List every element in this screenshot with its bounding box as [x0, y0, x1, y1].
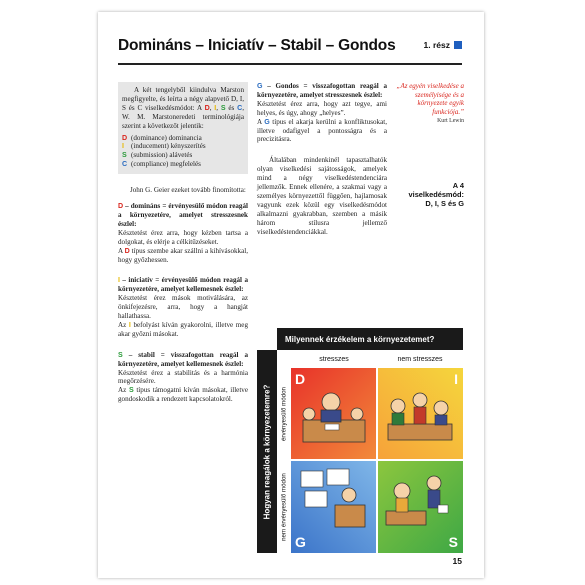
disc-grid	[257, 328, 463, 553]
title-rule	[118, 63, 462, 65]
side-label-line: D, I, S és G	[425, 199, 464, 209]
side-label-line: A 4	[452, 181, 464, 191]
intro-letter-i: I	[214, 103, 217, 112]
section-heading-text: – domináns = érvényesülő módon reagál a környezetére, amelyet stresszesnek észlel:	[118, 202, 248, 228]
section-body	[118, 386, 248, 404]
section-heading	[257, 82, 387, 100]
intro-item	[122, 134, 244, 143]
intro-item	[122, 160, 244, 169]
section-body: Késztetést érez arra, hogy kézben tartsa a dolgokat, és elérje a célkitűzéseket.	[118, 228, 248, 246]
cell-letter: D	[295, 371, 306, 387]
cell-letter: S	[448, 534, 458, 550]
section-letter: S	[128, 386, 134, 395]
intro-suffix: W. M. Marstoneredeti terminológiája szerint a következőt jelentik:	[122, 112, 244, 130]
intro-letter-c: C	[237, 103, 243, 112]
row-header-assertive	[277, 368, 291, 460]
quote-author: Kurt Lewin	[437, 118, 464, 125]
item-text: (inducement) kényszerítés	[131, 142, 206, 151]
section-letter: G	[264, 117, 270, 126]
section-heading-text: – stabil = visszafogottan reagál a környezetére, amelyet kellemesnek észlel:	[118, 350, 249, 368]
body-prefix: A	[257, 117, 262, 126]
body-suffix: típus szembe akar szállni a kihívásokkal, hogy győzhessen.	[118, 246, 248, 264]
section-heading	[118, 202, 248, 229]
item-letter: D	[122, 133, 128, 142]
side-label-line: viselkedésmód:	[408, 190, 464, 200]
cell-letter: G	[295, 534, 306, 550]
section-letter: D	[118, 202, 124, 211]
document-page	[98, 12, 484, 578]
row-header-non-assertive	[277, 460, 291, 553]
body-prefix: Az	[118, 320, 127, 329]
section-body: Késztetést érez mások motiválására, az önkifejezésre, arra, hogy a hangját hallathassa.	[118, 294, 248, 321]
group-discussion-illustration-icon	[378, 368, 463, 459]
cell-letter: I	[454, 371, 458, 387]
section-body	[257, 118, 387, 145]
blue-square-icon	[454, 41, 462, 49]
intro-item	[122, 142, 244, 151]
part-label	[424, 40, 462, 50]
col-header-stressful: stresszes	[319, 355, 349, 363]
grid-top-title: Milyennek érzékelem a környezetemet?	[277, 328, 463, 350]
section-letter: I	[118, 276, 120, 285]
section-heading-text: – iniciatív = érvényesülő módon reagál a környezetére, amelyet kellemesnek észlel:	[118, 276, 248, 294]
item-text: (submission) alávetés	[131, 151, 193, 160]
grid-left-title	[257, 350, 277, 553]
section-letter: S	[118, 350, 123, 359]
closing-paragraph: Általában mindenkinél tapasztalhatók olyan viselkedési sajátosságok, amelyek mind a négy viselkedéstendenciára jellemzők. Ennek ellenére, a szakmai vagy a személyes környezettől függően, hajlamosak vagyunk ezek közül egy viselkedésmódot alkalmazni gyakrabban, szemben a másik három stílusra jellemző viselkedéstendenciákkal.	[257, 156, 387, 236]
section-d	[118, 202, 248, 264]
section-body	[118, 321, 248, 339]
grid-left-title-text: Hogyan reagálok a környezetemre?	[262, 384, 272, 519]
grid-cell-i	[378, 368, 463, 459]
intro-prefix: A	[197, 103, 202, 112]
section-heading	[118, 276, 248, 294]
section-i	[118, 276, 248, 338]
section-body: Késztetést érez a stabilitás és a harmónia megőrzésére.	[118, 368, 248, 386]
body-prefix: A	[118, 246, 123, 255]
section-letter: D	[124, 246, 130, 255]
body-suffix: befolyást kíván gyakorolni, illetve meg akar győzni másokat.	[118, 320, 248, 338]
item-letter: I	[122, 142, 124, 151]
section-body	[118, 247, 248, 265]
item-text: (dominance) dominancia	[131, 133, 202, 142]
section-body: Késztetést érez arra, hogy azt tegye, ami helyes, és úgy, ahogy „helyes”.	[257, 99, 387, 117]
grid-cell-s	[378, 461, 463, 553]
part-text: 1. rész	[423, 40, 450, 50]
row-header-text: nem érvényesülő módon	[280, 472, 288, 541]
intro-paragraph: A két tengelyből kiindulva Marston megfigyelte, és leírta a négy alapvető D, I, S és C viselkedésmódot: A D, I, S és C, W. M. Marstoneredeti terminológiája szerint a következőt jelentik:	[122, 86, 245, 130]
page-number: 15	[452, 556, 462, 566]
intro-letter-d: D	[204, 103, 210, 112]
intro-box	[118, 82, 248, 174]
geier-intro: John G. Geier ezeket tovább finomította:	[130, 186, 246, 195]
grid-cell-g	[291, 461, 376, 553]
section-heading-text: – Gondos = visszafogottan reagál a környezetére, amelyet stresszesnek észlel:	[257, 82, 388, 99]
side-label	[394, 181, 464, 208]
column-right	[394, 82, 464, 208]
section-heading	[118, 351, 248, 369]
item-text: (compliance) megfelelés	[131, 160, 201, 169]
quote-text: „Az egyén viselkedése a személyisége és a környezete egyik funkciója.”	[396, 82, 464, 116]
grid-cell-d	[291, 368, 376, 459]
item-letter: S	[122, 151, 127, 160]
page-title: Domináns – Iniciatív – Stabil – Gondos	[118, 37, 396, 54]
col-header-non-stressful: nem stresszes	[397, 355, 443, 363]
section-letter: I	[128, 320, 131, 329]
intro-letter-s: S	[220, 103, 226, 112]
column-middle	[257, 82, 387, 237]
section-g	[257, 82, 387, 144]
intro-text: A két tengelyből kiindulva Marston megfigyelte, és leírta a négy alapvető D, I, S és C viselkedésmódot:	[122, 86, 244, 112]
row-header-text: érvényesülő módon	[280, 386, 288, 442]
section-s	[118, 351, 248, 404]
item-letter: C	[122, 160, 128, 169]
body-prefix: Az	[118, 386, 127, 395]
intro-item	[122, 151, 244, 160]
section-letter: G	[257, 82, 263, 90]
body-suffix: típus támogatni kíván másokat, illetve gondoskodik a rendezett kapcsolatokról.	[118, 386, 248, 404]
column-left	[118, 82, 248, 404]
body-suffix: típus el akarja kerülni a konfliktusokat, illetve odafigyel a pontosságra és a precizitásra.	[257, 117, 387, 144]
